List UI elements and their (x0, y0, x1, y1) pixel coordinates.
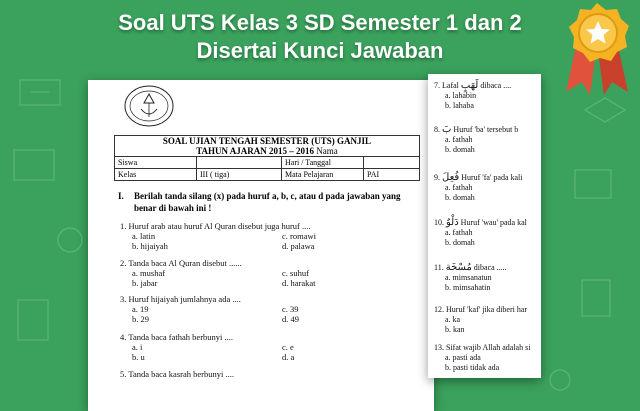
title-banner (0, 0, 640, 72)
question-item: 8. بَ Huruf 'ba' tersebut b a. fathah b. domah (434, 124, 519, 154)
banner-title-line1: Soal UTS Kelas 3 SD Semester 1 dan 2 (118, 10, 522, 35)
section-instruction: I. Berilah tanda silang (x) pada huruf a, b, c, atau d pada jawaban yang benar di bawah ini ! (118, 191, 401, 213)
kelas-value: III ( tiga) (197, 169, 282, 181)
banner-title-line2: Disertai Kunci Jawaban (196, 38, 444, 63)
question-item: 3. Huruf hijaiyah jumlahnya ada .... a. 19 c. 39 b. 29 d. 49 (120, 294, 299, 324)
siswa-label: Siswa (115, 157, 197, 169)
exam-header-table (114, 135, 420, 181)
question-item: 1. Huruf arab atau huruf Al Quran disebut juga huruf .... a. latin c. romawi b. hijaiyah d. palawa (120, 221, 316, 251)
star-medal-icon (562, 0, 632, 95)
exam-title: SOAL UJIAN TENGAH SEMESTER (UTS) GANJIL TAHUN AJARAN 2015 – 2016 Nama (115, 136, 420, 157)
question-item: 7. Lafal لَهَبٍ dibaca .... a. lahabin b. lahaba (434, 80, 512, 110)
question-item: 2. Tanda baca Al Quran disebut ...... a. mushaf c. suhuf b. jabar d. harakat (120, 258, 316, 288)
exam-page-right (428, 74, 541, 378)
hari-label: Hari / Tanggal (282, 157, 364, 169)
question-item: 10. دَلْوٌ Huruf 'wau' pada kal a. fathah b. domah (434, 217, 527, 247)
kelas-label: Kelas (115, 169, 197, 181)
mapel-label: Mata Pelajaran (282, 169, 364, 181)
question-item: 13. Sifat wajib Allah adalah si a. pasti ada b. pasti tidak ada (434, 343, 531, 372)
question-item: 12. Huruf 'kaf' jika diberi har a. ka b. kan (434, 305, 528, 334)
question-item: 5. Tanda baca kasrah berbunyi .... (120, 369, 234, 379)
question-item: 4. Tanda baca fathah berbunyi .... a. i c. e b. u d. a (120, 332, 295, 362)
school-emblem-icon (123, 84, 175, 128)
question-item: 11. مُسْخَة dibaca ..... a. mimsanatun b. mimsahatin (434, 262, 507, 292)
mapel-value: PAI (364, 169, 420, 181)
exam-page-left (88, 80, 434, 411)
question-item: 9. فُعِلَ Huruf 'fa' pada kali a. fathah b. domah (434, 172, 523, 202)
